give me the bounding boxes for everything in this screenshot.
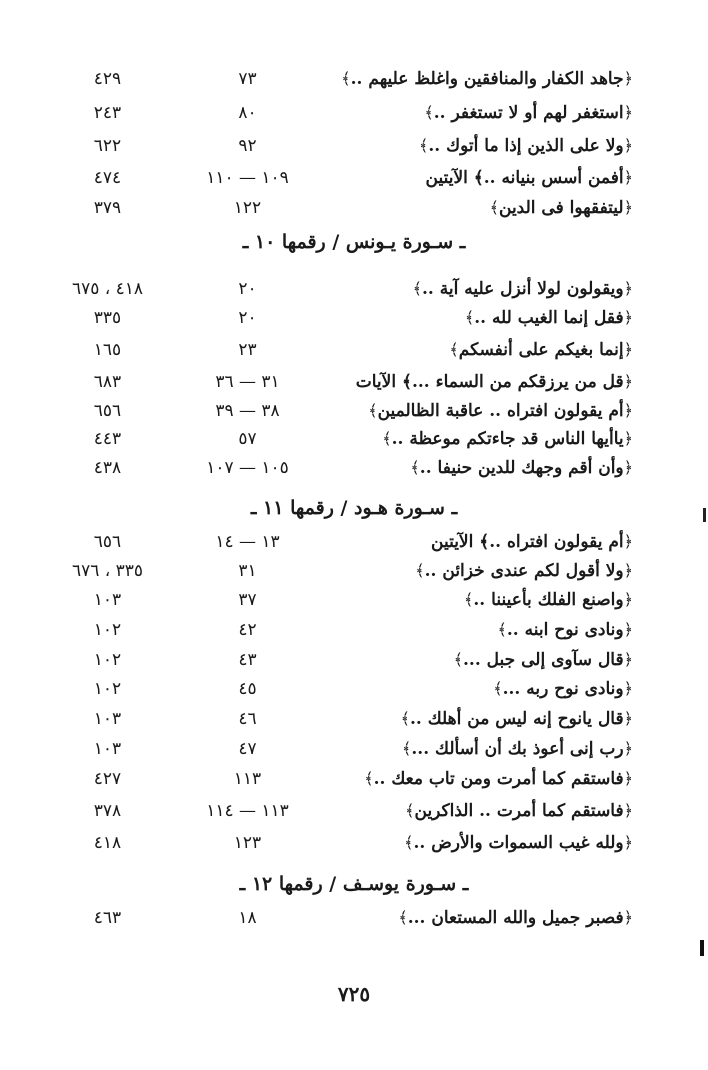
verse-text: ﴿ويقولون لولا أنزل عليه آية ..﴾ <box>412 279 633 299</box>
index-row <box>0 828 708 858</box>
verse-number: ٤٦ <box>238 709 257 729</box>
page-reference: ٦٢٢ <box>93 136 122 156</box>
verse-number: ٣٨ — ٣٩ <box>215 401 280 421</box>
page-reference: ٣٧٩ <box>93 198 122 218</box>
index-row <box>0 303 708 333</box>
index-row <box>0 674 708 704</box>
verse-number: ١٢٣ <box>233 833 262 853</box>
index-row <box>0 734 708 764</box>
verse-text: ﴿أفمن أسس بنيانه ..﴾ الآيتين <box>425 168 633 188</box>
verse-text: ﴿وأن أقم وجهك للدين حنيفا ..﴾ <box>410 458 633 478</box>
verse-number: ١٠٩ — ١١٠ <box>206 168 289 188</box>
page-reference: ١٠٣ <box>93 739 122 759</box>
page-reference: ٣٣٥ ، ٦٧٦ <box>71 561 144 581</box>
page-reference: ١٠٢ <box>93 650 122 670</box>
scan-edge-mark <box>700 940 704 956</box>
page-reference: ٣٣٥ <box>93 308 122 328</box>
verse-number: ١٣ — ١٤ <box>215 532 280 552</box>
verse-number: ٤٢ <box>238 620 257 640</box>
verse-number: ١٢٢ <box>233 198 262 218</box>
page-reference: ١٠٣ <box>93 709 122 729</box>
page-reference: ٤٢٩ <box>93 69 122 89</box>
index-row <box>0 903 708 933</box>
page-reference: ٦٥٦ <box>93 532 122 552</box>
verse-text: ﴿ولله غيب السموات والأرض ..﴾ <box>404 833 633 853</box>
verse-number: ٢٣ <box>238 340 257 360</box>
index-row <box>0 367 708 397</box>
index-row <box>0 193 708 223</box>
index-row <box>0 556 708 586</box>
verse-text: ﴿ونادى نوح ربه ...﴾ <box>493 679 633 699</box>
verse-text: ﴿فاستقم كما أمرت ومن تاب معك ..﴾ <box>364 769 633 789</box>
verse-number: ١٨ <box>238 908 257 928</box>
verse-text: ﴿قال سآوى إلى جبل ...﴾ <box>453 650 633 670</box>
verse-number: ٣١ <box>238 561 257 581</box>
verse-text: ﴿واصنع الفلك بأعيننا ..﴾ <box>464 590 633 610</box>
page-reference: ١٠٢ <box>93 620 122 640</box>
index-row <box>0 98 708 128</box>
page-reference: ٤٣٨ <box>93 458 122 478</box>
verse-text: ﴿أم يقولون افتراه ..﴾ الآيتين <box>431 532 633 552</box>
verse-text: ﴿قل من يرزقكم من السماء ...﴾ الآيات <box>355 372 633 392</box>
page-reference: ١٠٢ <box>93 679 122 699</box>
verse-text: ﴿ولا أقول لكم عندى خزائن ..﴾ <box>415 561 633 581</box>
page-reference: ٤١٨ ، ٦٧٥ <box>71 279 144 299</box>
verse-text: ﴿فصبر جميل والله المستعان ...﴾ <box>398 908 633 928</box>
verse-text: ﴿ياأيها الناس قد جاءتكم موعظة ..﴾ <box>382 429 633 449</box>
verse-text: ﴿أم يقولون افتراه .. عاقبة الظالمين﴾ <box>368 401 633 421</box>
index-row <box>0 527 708 557</box>
verse-number: ٣٧ <box>238 590 257 610</box>
verse-number: ٥٧ <box>238 429 257 449</box>
verse-text: ﴿فقل إنما الغيب لله ..﴾ <box>464 308 633 328</box>
verse-number: ١١٣ <box>233 769 262 789</box>
page-reference: ٣٧٨ <box>93 801 122 821</box>
surah-heading-yunus: ـ سـورة يـونس / رقمها ١٠ ـ <box>242 231 466 253</box>
scan-edge-mark <box>703 508 706 522</box>
verse-text: ﴿استغفر لهم أو لا تستغفر ..﴾ <box>424 103 633 123</box>
index-row <box>0 424 708 454</box>
page-reference: ٢٤٣ <box>93 103 122 123</box>
index-row <box>0 764 708 794</box>
index-row <box>0 131 708 161</box>
index-row <box>0 796 708 826</box>
page-reference: ٤٦٣ <box>93 908 122 928</box>
index-row <box>0 615 708 645</box>
verse-text: ﴿إنما بغيكم على أنفسكم﴾ <box>449 340 633 360</box>
page-reference: ٤٢٧ <box>93 769 122 789</box>
page-reference: ٤١٨ <box>93 833 122 853</box>
page-reference: ٦٨٣ <box>93 372 122 392</box>
verse-text: ﴿جاهد الكفار والمنافقين واغلظ عليهم ..﴾ <box>341 69 633 89</box>
verse-text: ﴿ليتفقهوا فى الدين﴾ <box>489 198 633 218</box>
verse-number: ٧٣ <box>238 69 257 89</box>
page-reference: ٤٧٤ <box>93 168 122 188</box>
verse-number: ١٠٥ — ١٠٧ <box>206 458 289 478</box>
verse-number: ١١٣ — ١١٤ <box>206 801 289 821</box>
index-row <box>0 274 708 304</box>
index-row <box>0 396 708 426</box>
verse-number: ٣١ — ٣٦ <box>215 372 280 392</box>
index-row <box>0 64 708 94</box>
verse-number: ٢٠ <box>238 279 257 299</box>
page-reference: ١٦٥ <box>93 340 122 360</box>
index-row <box>0 163 708 193</box>
index-row <box>0 704 708 734</box>
surah-heading-hud: ـ سـورة هـود / رقمها ١١ ـ <box>250 497 458 519</box>
verse-number: ٢٠ <box>238 308 257 328</box>
index-row <box>0 585 708 615</box>
page-number: ٧٢٥ <box>337 982 371 1006</box>
verse-number: ٤٧ <box>238 739 257 759</box>
verse-text: ﴿فاستقم كما أمرت .. الذاكرين﴾ <box>405 801 633 821</box>
page-reference: ٤٤٣ <box>93 429 122 449</box>
verse-number: ٤٣ <box>238 650 257 670</box>
index-row <box>0 645 708 675</box>
page-reference: ١٠٣ <box>93 590 122 610</box>
verse-number: ٩٢ <box>238 136 257 156</box>
verse-text: ﴿ولا على الذين إذا ما أتوك ..﴾ <box>419 136 633 156</box>
verse-text: ﴿رب إنى أعوذ بك أن أسألك ...﴾ <box>402 739 633 759</box>
verse-number: ٨٠ <box>238 103 257 123</box>
surah-heading-yusuf: ـ سـورة يوسـف / رقمها ١٢ ـ <box>239 873 469 895</box>
page-reference: ٦٥٦ <box>93 401 122 421</box>
index-row <box>0 335 708 365</box>
verse-text: ﴿ونادى نوح ابنه ..﴾ <box>497 620 633 640</box>
verse-text: ﴿قال يانوح إنه ليس من أهلك ..﴾ <box>400 709 633 729</box>
verse-number: ٤٥ <box>238 679 257 699</box>
index-row <box>0 453 708 483</box>
